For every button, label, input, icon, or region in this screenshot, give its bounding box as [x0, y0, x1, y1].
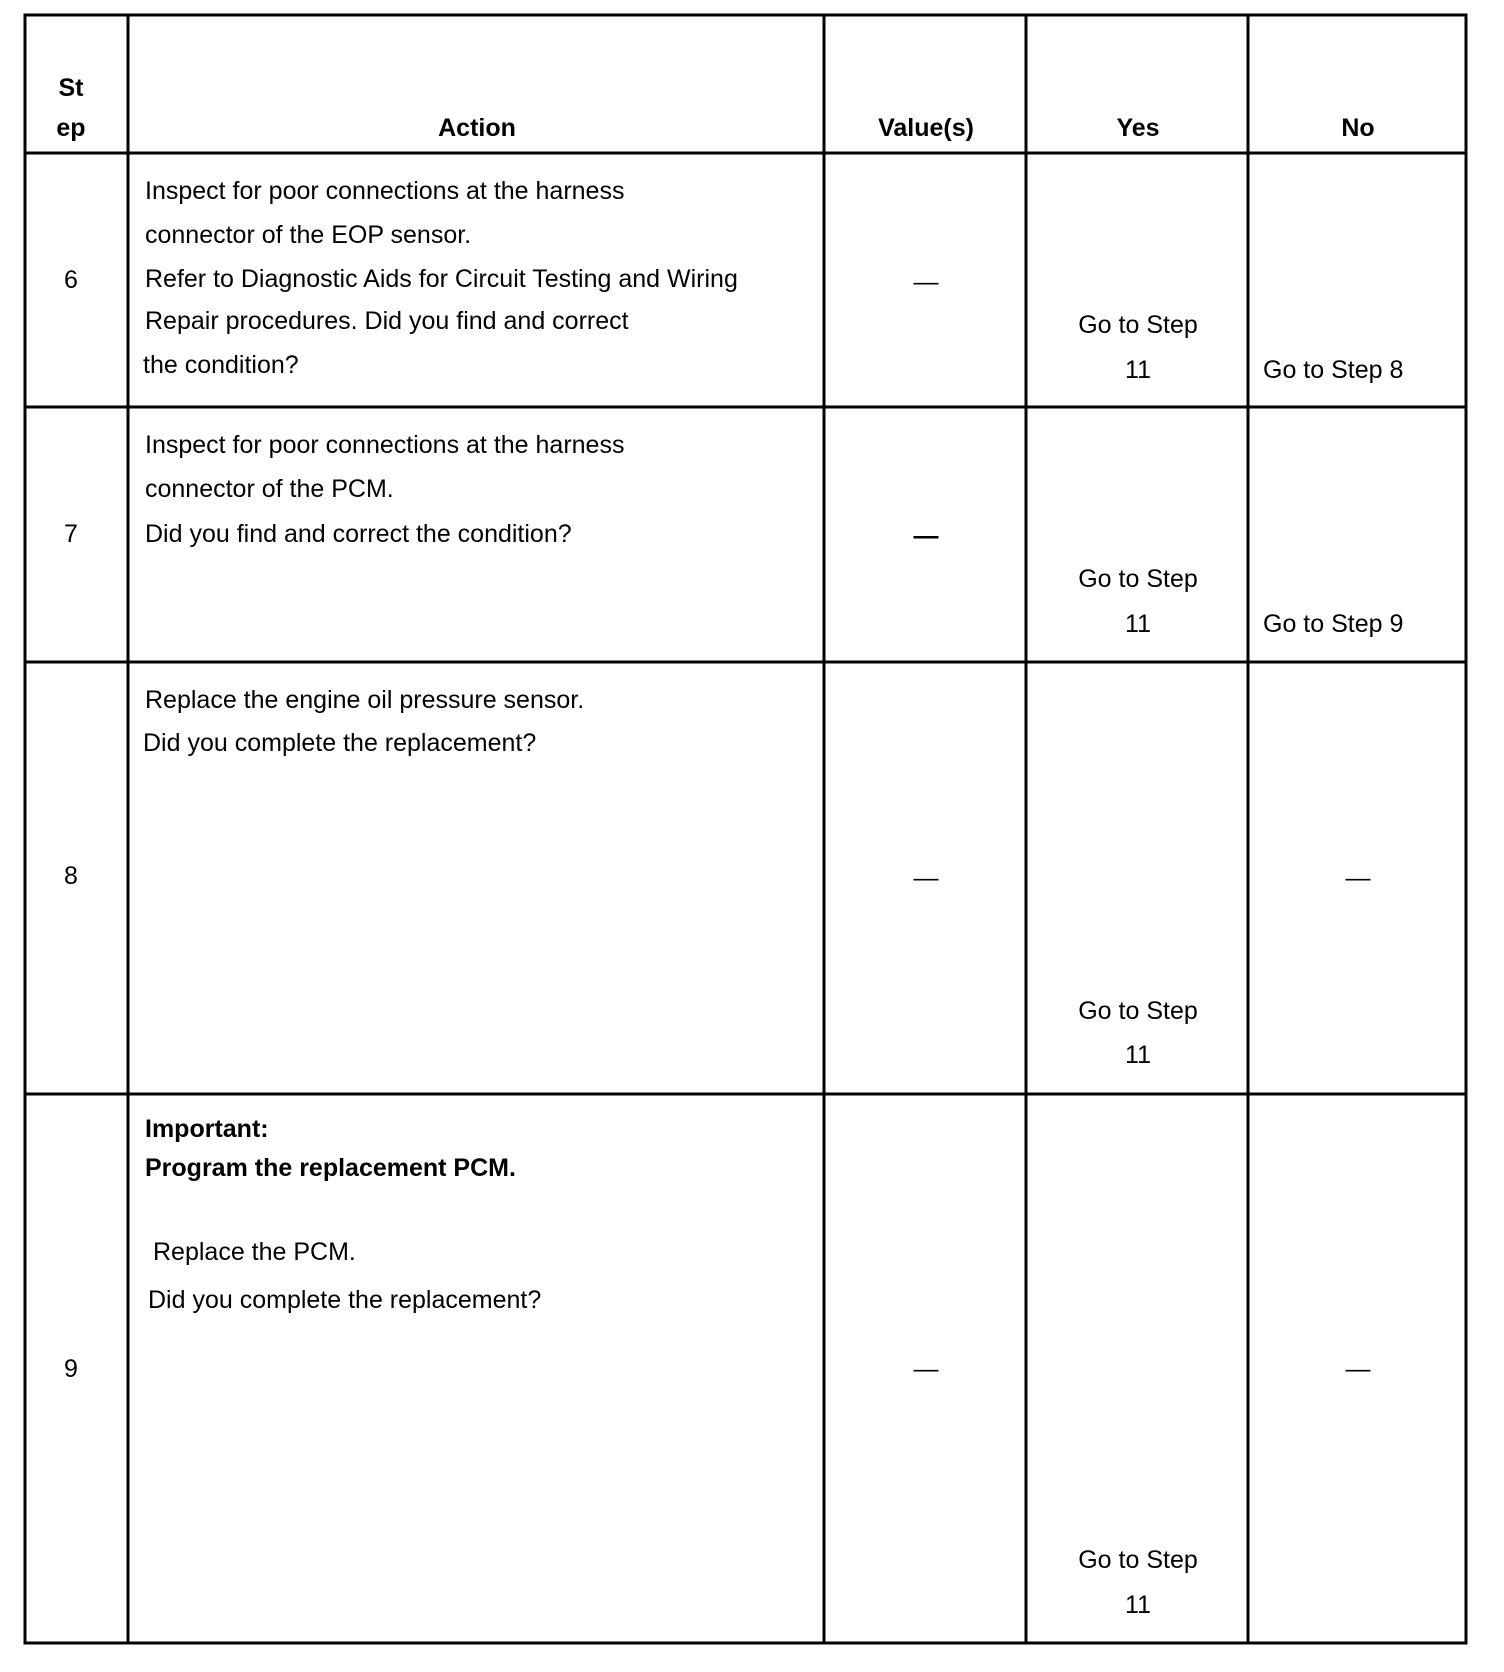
no-cell: Go to Step 8: [1263, 356, 1404, 384]
step-number: 8: [64, 862, 78, 890]
header-no: No: [1341, 114, 1375, 142]
header-values: Value(s): [878, 114, 974, 142]
yes-cell-line1: Go to Step: [1078, 997, 1198, 1025]
action-text-line: Replace the engine oil pressure sensor.: [145, 686, 585, 714]
value-cell: —: [913, 268, 939, 296]
yes-cell-line2: 11: [1125, 356, 1151, 384]
action-text-line: Did you find and correct the condition?: [145, 520, 572, 548]
header-action: Action: [438, 114, 516, 142]
yes-cell-line1: Go to Step: [1078, 565, 1198, 593]
action-text-line: connector of the EOP sensor.: [145, 221, 472, 249]
action-text-line: Inspect for poor connections at the harness: [145, 177, 625, 205]
header-step-line1: St: [58, 74, 84, 102]
value-cell: —: [913, 522, 939, 550]
yes-cell-line1: Go to Step: [1078, 311, 1198, 339]
yes-cell-line2: 11: [1125, 610, 1151, 638]
action-text-line: Replace the PCM.: [153, 1238, 356, 1266]
yes-cell-line2: 11: [1125, 1041, 1151, 1069]
step-number: 7: [64, 520, 78, 548]
action-text-line: Refer to Diagnostic Aids for Circuit Testing and Wiring: [145, 265, 738, 293]
action-text-line: connector of the PCM.: [145, 475, 394, 503]
action-text-line: Did you complete the replacement?: [143, 729, 537, 757]
value-cell: —: [913, 864, 939, 892]
no-cell: —: [1345, 864, 1371, 892]
action-text-line: the condition?: [143, 351, 299, 379]
header-yes: Yes: [1116, 114, 1160, 142]
important-label: Important:: [145, 1115, 269, 1143]
value-cell: —: [913, 1355, 939, 1383]
important-text: Program the replacement PCM.: [145, 1154, 516, 1182]
action-text-line: Inspect for poor connections at the harness: [145, 431, 625, 459]
step-number: 6: [64, 266, 78, 294]
step-number: 9: [64, 1355, 78, 1383]
header-step-line2: ep: [56, 114, 86, 142]
yes-cell-line2: 11: [1125, 1591, 1151, 1619]
action-text-line: Repair procedures. Did you find and correct: [145, 307, 629, 335]
yes-cell-line1: Go to Step: [1078, 1546, 1198, 1574]
no-cell: —: [1345, 1355, 1371, 1383]
no-cell: Go to Step 9: [1263, 610, 1404, 638]
action-text-line: Did you complete the replacement?: [148, 1286, 542, 1314]
